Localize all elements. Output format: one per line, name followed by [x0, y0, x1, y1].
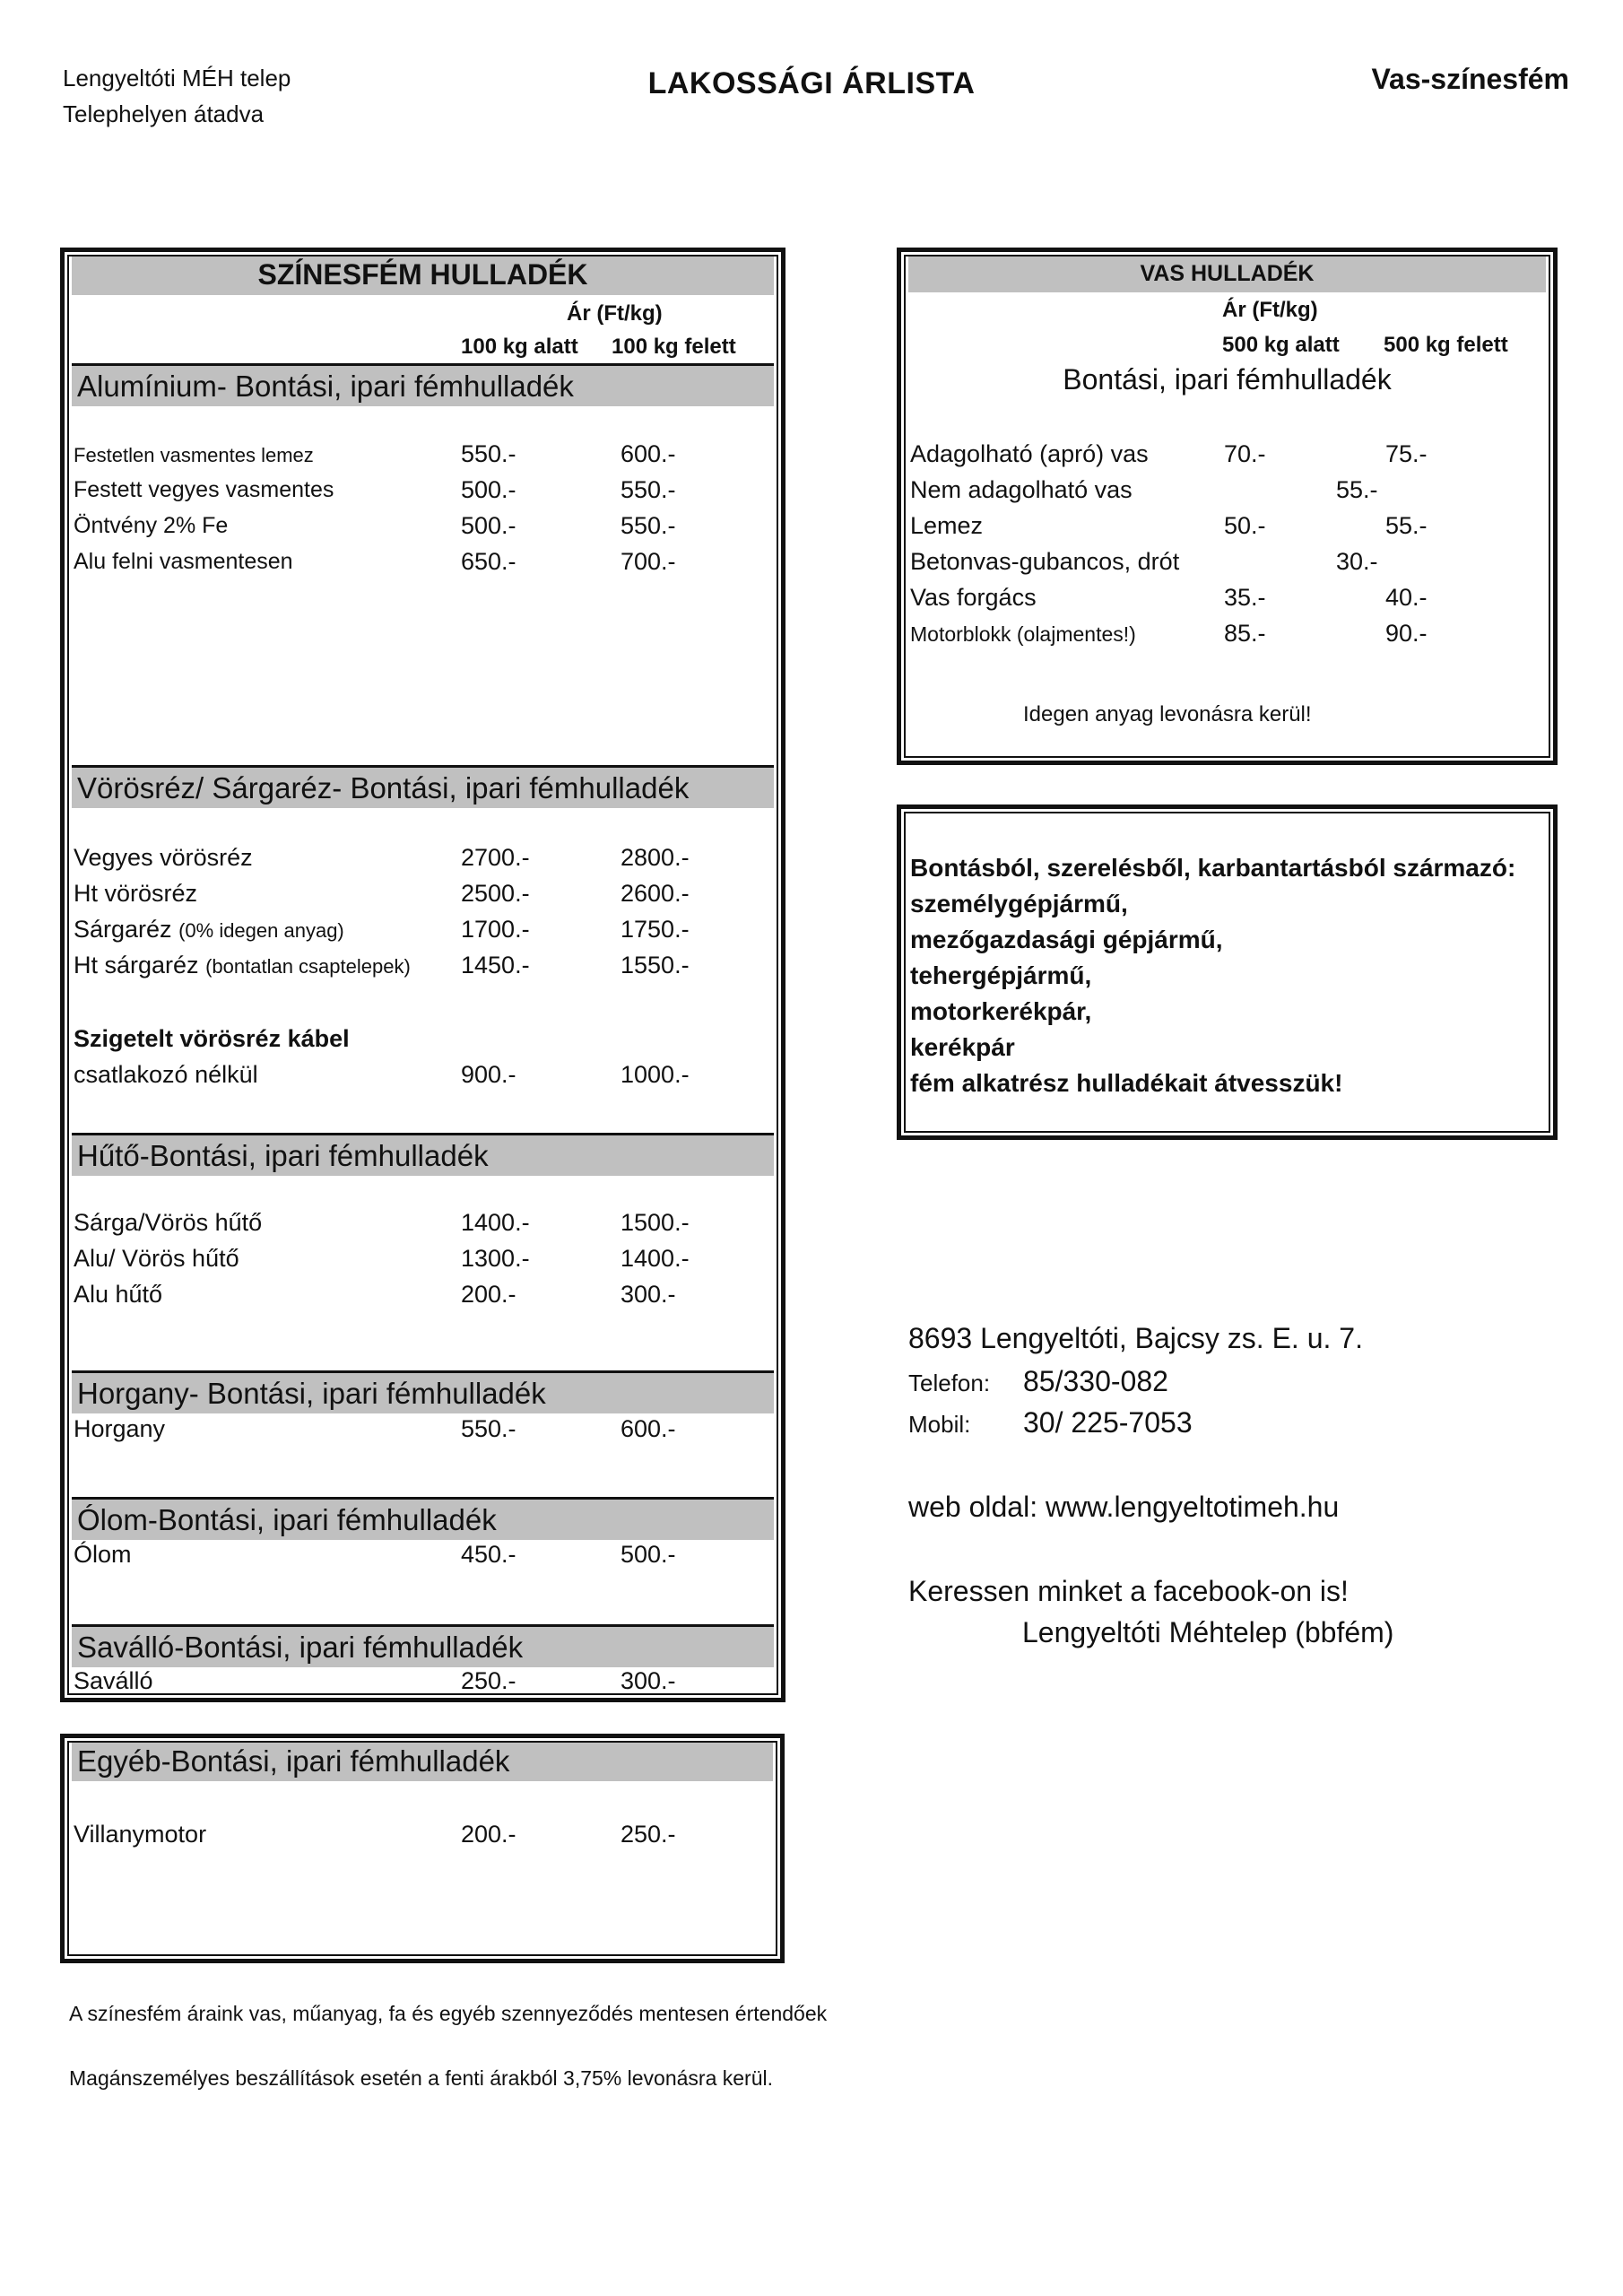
mobile-number[interactable]: 30/ 225-7053: [1023, 1406, 1193, 1439]
price-over: 500.-: [621, 1541, 676, 1568]
row-label: Sárgaréz (0% idegen anyag): [74, 916, 344, 943]
note-deduction: Magánszemélyes beszállítások esetén a fenti árakból 3,75% levonásra kerül.: [69, 2066, 773, 2090]
phone-line: [908, 1365, 1168, 1398]
row-label: Ht vörösréz: [74, 880, 198, 907]
row-label: Vas forgács: [910, 584, 1037, 611]
row-label: Festett vegyes vasmentes: [74, 477, 334, 502]
price-single: 30.-: [1336, 548, 1378, 575]
phone-number[interactable]: 85/330-082: [1023, 1365, 1168, 1397]
price-single: 55.-: [1336, 476, 1378, 503]
address: 8693 Lengyeltóti, Bajcsy zs. E. u. 7.: [908, 1322, 1363, 1354]
price-under: 50.-: [1224, 512, 1266, 539]
row-label: Motorblokk (olajmentes!): [910, 622, 1136, 646]
price-over: 300.-: [621, 1667, 676, 1694]
info-line: tehergépjármű,: [910, 961, 1092, 989]
info-line: kerékpár: [910, 1033, 1015, 1061]
row-label: Alu/ Vörös hűtő: [74, 1245, 239, 1272]
price-under: 200.-: [461, 1281, 516, 1308]
price-under: 500.-: [461, 476, 516, 503]
section-radiators: Hűtő-Bontási, ipari fémhulladék: [72, 1133, 774, 1176]
section-copper-brass: Vörösréz/ Sárgaréz- Bontási, ipari fémhulladék: [72, 765, 774, 808]
row-label: Ólom: [74, 1541, 132, 1568]
price-under: 85.-: [1224, 620, 1266, 647]
category-label: Vas-színesfém: [1371, 63, 1569, 95]
price-over: 75.-: [1385, 440, 1428, 467]
row-label: Villanymotor: [74, 1821, 207, 1848]
col1-header: 100 kg alatt: [461, 335, 578, 359]
row-label: Festetlen vasmentes lemez: [74, 444, 314, 466]
price-over: 300.-: [621, 1281, 676, 1308]
section-zinc: Horgany- Bontási, ipari fémhulladék: [72, 1370, 774, 1413]
mobile-line: [908, 1406, 1193, 1439]
iron-box: [897, 248, 1558, 765]
price-under: 900.-: [461, 1061, 516, 1088]
price-over: 600.-: [621, 1415, 676, 1442]
price-under: 550.-: [461, 1415, 516, 1442]
row-label: Saválló: [74, 1667, 153, 1694]
row-label: Ht sárgaréz (bontatlan csaptelepek): [74, 952, 411, 978]
facebook-page-name: Lengyeltóti Méhtelep (bbfém): [1022, 1616, 1394, 1648]
price-under: 1450.-: [461, 952, 530, 978]
col2-header: 100 kg felett: [612, 335, 736, 359]
col2-header: 500 kg felett: [1384, 333, 1508, 357]
row-label: Adagolható (apró) vas: [910, 440, 1149, 467]
company-name: Lengyeltóti MÉH telep: [63, 65, 291, 91]
nonferrous-title: SZÍNESFÉM HULLADÉK: [72, 255, 774, 295]
price-under: 250.-: [461, 1667, 516, 1694]
price-under: 450.-: [461, 1541, 516, 1568]
price-over: 1000.-: [621, 1061, 690, 1088]
delivery-note: Telephelyen átadva: [63, 100, 265, 127]
nonferrous-box: [60, 248, 785, 1702]
row-label: Alu hűtő: [74, 1281, 163, 1308]
price-under: 650.-: [461, 548, 516, 575]
info-line: mezőgazdasági gépjármű,: [910, 926, 1223, 953]
row-label: Nem adagolható vas: [910, 476, 1133, 503]
iron-title: VAS HULLADÉK: [908, 255, 1546, 292]
price-over: 700.-: [621, 548, 676, 575]
row-label: Szigetelt vörösréz kábel: [74, 1025, 350, 1052]
section-lead: Ólom-Bontási, ipari fémhulladék: [72, 1497, 774, 1540]
note-contamination: A színesfém áraink vas, műanyag, fa és egyéb szennyeződés mentesen értendőek: [69, 2002, 828, 2025]
info-line: személygépjármű,: [910, 890, 1128, 918]
price-under: 2500.-: [461, 880, 530, 907]
row-label: csatlakozó nélkül: [74, 1061, 258, 1088]
price-under: 1400.-: [461, 1209, 530, 1236]
price-under: 2700.-: [461, 844, 530, 871]
price-over: 600.-: [621, 440, 676, 467]
other-box: [60, 1734, 785, 1963]
page-title: LAKOSSÁGI ÁRLISTA: [647, 66, 976, 100]
info-line: motorkerékpár,: [910, 997, 1092, 1025]
price-under: 500.-: [461, 512, 516, 539]
price-over: 1500.-: [621, 1209, 690, 1236]
price-over: 2800.-: [621, 844, 690, 871]
price-over: 1750.-: [621, 916, 690, 943]
price-over: 90.-: [1385, 620, 1428, 647]
price-under: 1300.-: [461, 1245, 530, 1272]
price-unit-header: Ár (Ft/kg): [567, 301, 663, 326]
info-line: Bontásból, szerelésből, karbantartásból származó:: [910, 854, 1516, 882]
row-label: Sárga/Vörös hűtő: [74, 1209, 263, 1236]
price-over: 2600.-: [621, 880, 690, 907]
price-under: 200.-: [461, 1821, 516, 1848]
website-link[interactable]: web oldal: www.lengyeltotimeh.hu: [908, 1491, 1340, 1523]
row-note: (0% idegen anyag): [178, 919, 344, 942]
row-note: (bontatlan csaptelepek): [205, 955, 411, 978]
price-over: 250.-: [621, 1821, 676, 1848]
price-under: 1700.-: [461, 916, 530, 943]
row-label: Horgany: [74, 1415, 166, 1442]
mobile-label: Mobil:: [908, 1411, 971, 1438]
facebook-line: Keressen minket a facebook-on is!: [908, 1575, 1349, 1607]
price-over: 40.-: [1385, 584, 1428, 611]
iron-subtitle: Bontási, ipari fémhulladék: [1063, 363, 1392, 396]
phone-label: Telefon:: [908, 1370, 991, 1396]
section-other: Egyéb-Bontási, ipari fémhulladék: [72, 1741, 773, 1781]
row-label: Öntvény 2% Fe: [74, 513, 229, 538]
section-aluminium: Alumínium- Bontási, ipari fémhulladék: [72, 363, 774, 406]
row-label: Lemez: [910, 512, 984, 539]
price-over: 550.-: [621, 476, 676, 503]
row-label: Vegyes vörösréz: [74, 844, 253, 871]
row-label: Betonvas-gubancos, drót: [910, 548, 1180, 575]
price-over: 550.-: [621, 512, 676, 539]
info-line: fém alkatrész hulladékait átvesszük!: [910, 1069, 1343, 1097]
vehicle-info-box: [897, 804, 1558, 1140]
price-over: 1550.-: [621, 952, 690, 978]
price-over: 1400.-: [621, 1245, 690, 1272]
iron-footnote: Idegen anyag levonásra kerül!: [1023, 702, 1312, 726]
col1-header: 500 kg alatt: [1222, 333, 1340, 357]
price-under: 35.-: [1224, 584, 1266, 611]
price-under: 550.-: [461, 440, 516, 467]
price-under: 70.-: [1224, 440, 1266, 467]
price-unit-header: Ár (Ft/kg): [1222, 298, 1318, 322]
row-label: Alu felni vasmentesen: [74, 549, 293, 574]
section-stainless: Saválló-Bontási, ipari fémhulladék: [72, 1624, 774, 1667]
price-over: 55.-: [1385, 512, 1428, 539]
